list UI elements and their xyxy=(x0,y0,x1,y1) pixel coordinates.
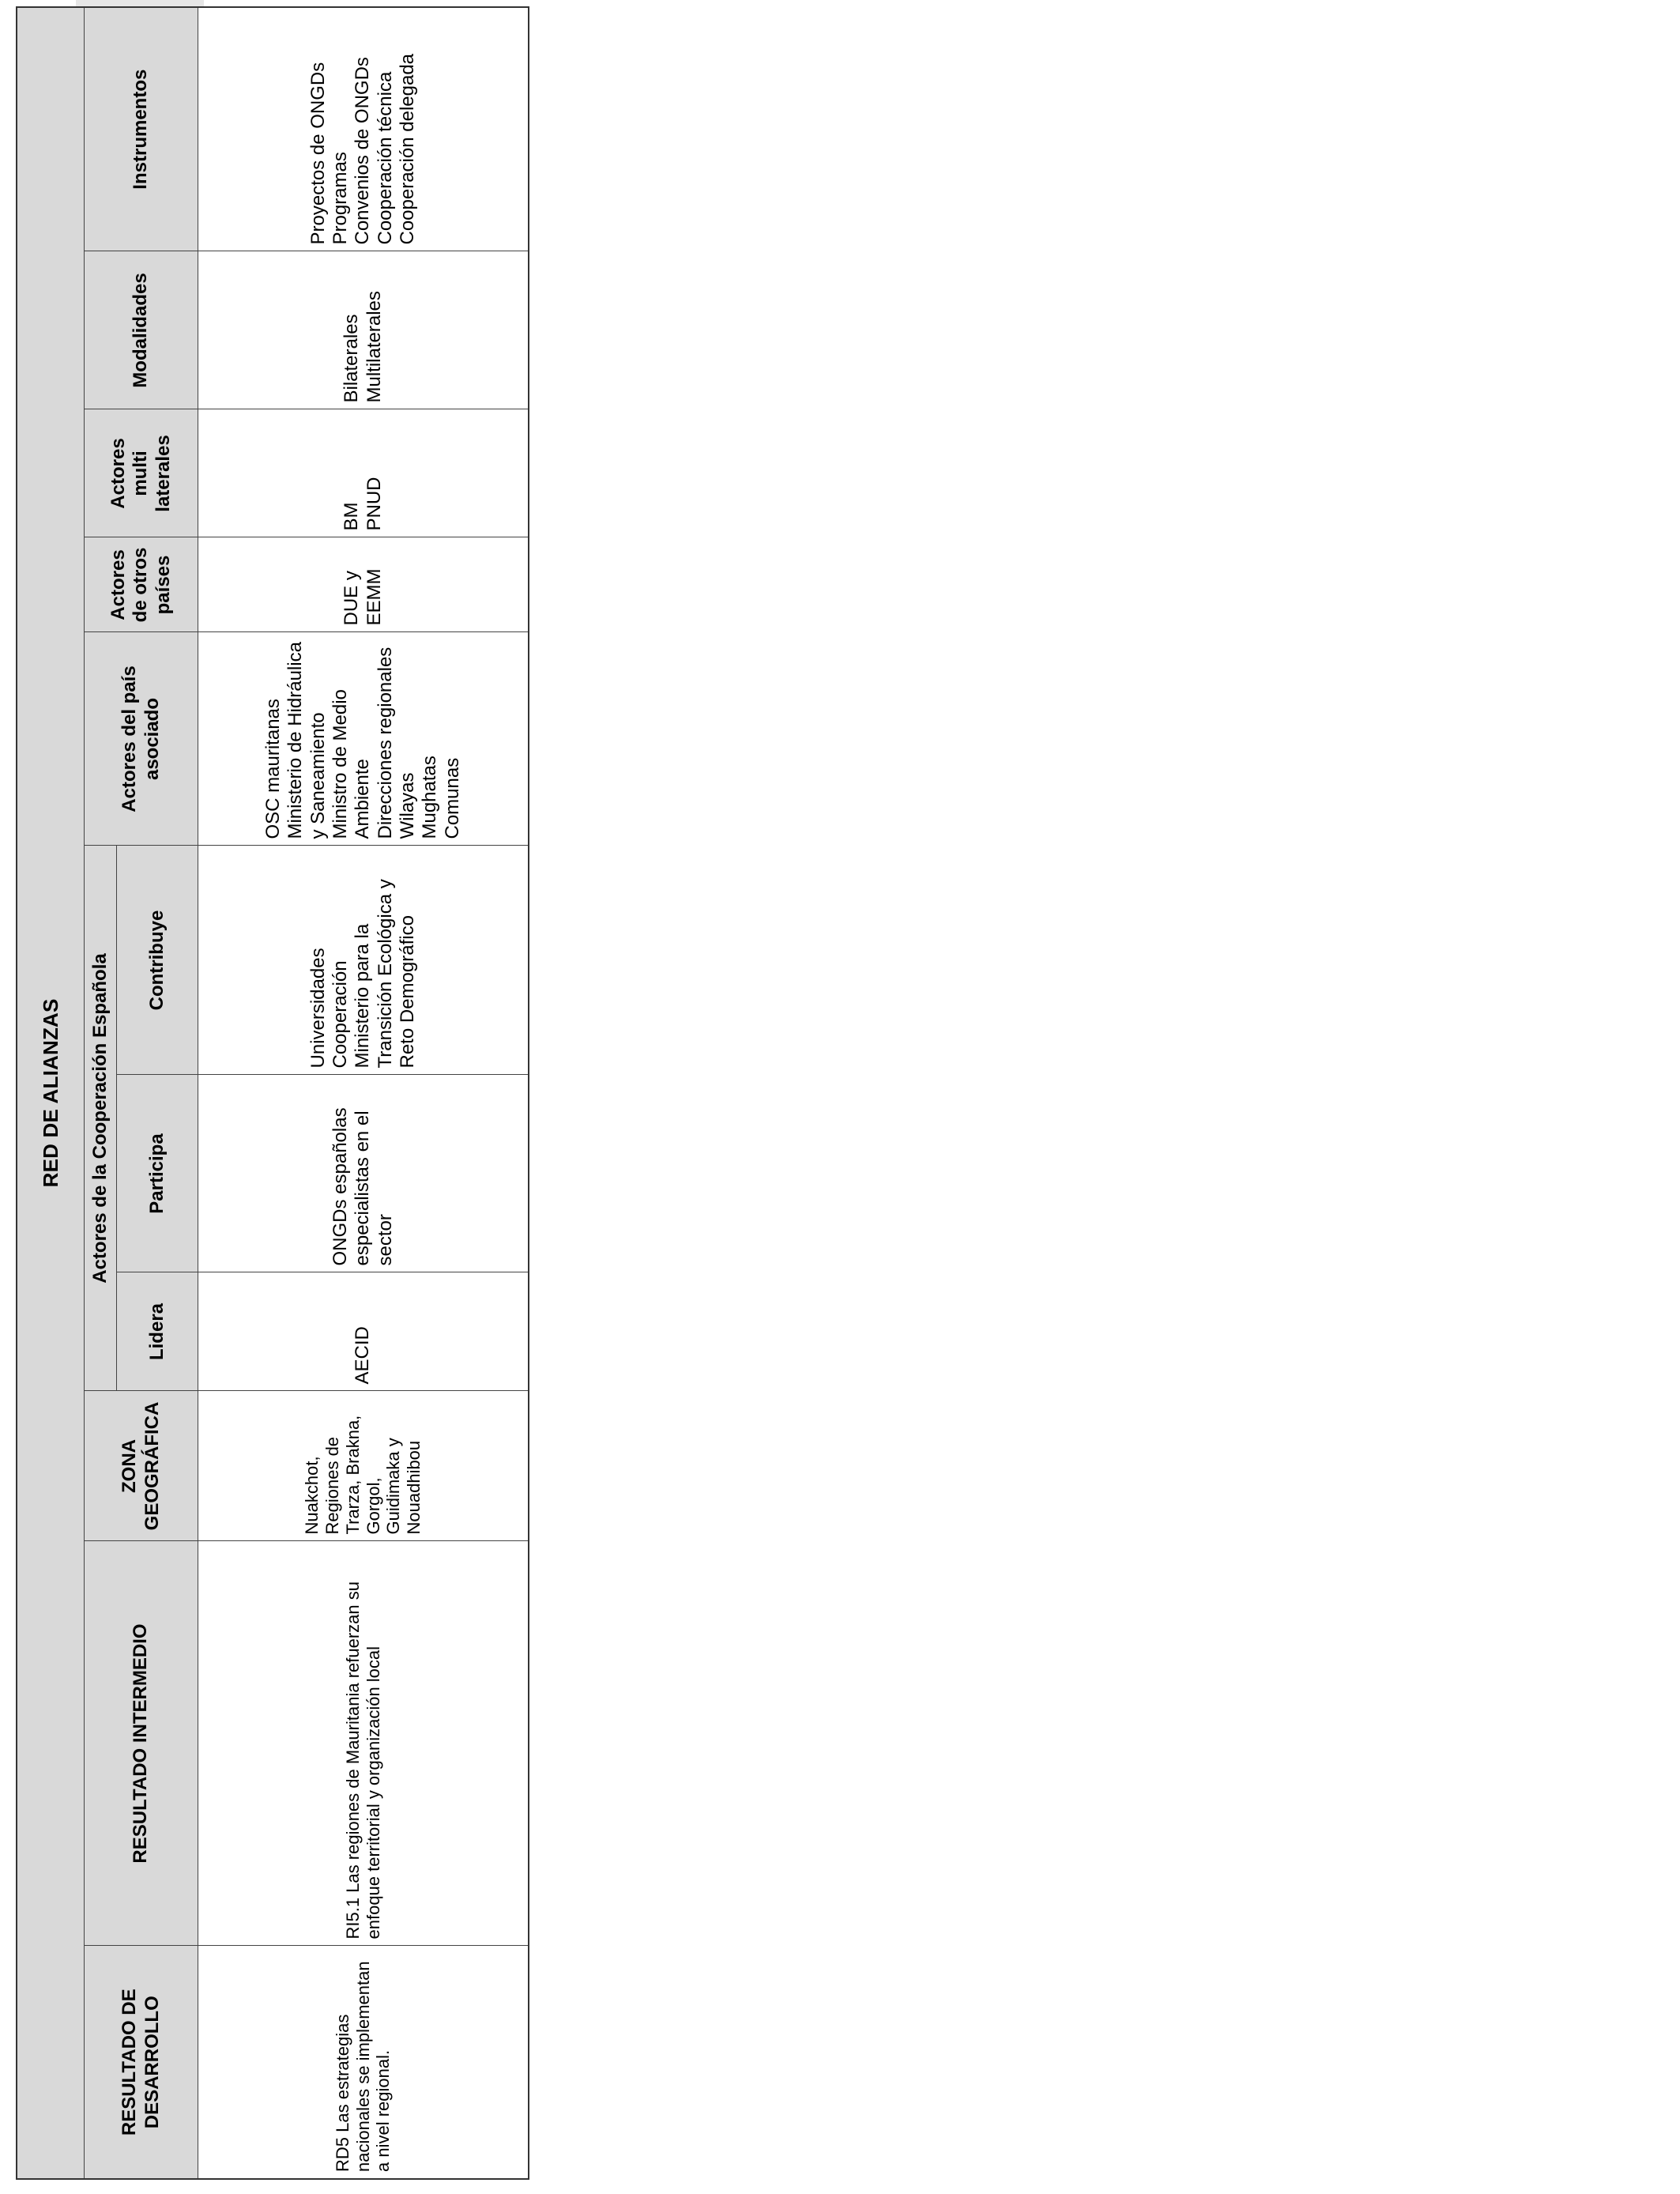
cell-contribuye xyxy=(198,846,529,1075)
list-item: Ministerio de Hidráulica y Saneamiento xyxy=(284,642,329,839)
alliances-table xyxy=(16,6,529,2180)
header-actores-otros-paises: Actores de otros países xyxy=(85,537,198,632)
header-row-group xyxy=(85,7,117,2179)
list-item: Programas xyxy=(330,152,352,245)
header-actores-cooperacion: Actores de la Cooperación Española xyxy=(85,846,117,1391)
list-item: Cooperación delegada xyxy=(396,53,418,245)
list-item: Proyectos de ONGDs xyxy=(307,62,329,245)
list-item: Ministro de Medio Ambiente xyxy=(330,689,374,839)
list-item: Wilayas xyxy=(396,772,418,839)
cell-actores-pais-asociado xyxy=(198,632,529,846)
title-row xyxy=(17,7,85,2179)
cell-actores-otros-paises: DUE y EEMM xyxy=(198,537,529,632)
table-row xyxy=(198,7,529,2179)
header-instrumentos: Instrumentos xyxy=(85,7,198,251)
cell-modalidades xyxy=(198,251,529,409)
list-item: Bilaterales xyxy=(341,314,363,403)
header-modalidades: Modalidades xyxy=(85,251,198,409)
cell-participa: ONGDs españolas especialistas en el sector xyxy=(198,1075,529,1272)
list-item: Convenios de ONGDs xyxy=(352,57,374,245)
header-actores-multilaterales: Actores multi laterales xyxy=(85,409,198,537)
cell-actores-multilaterales xyxy=(198,409,529,537)
list-item: PNUD xyxy=(363,477,385,531)
header-contribuye: Contribuye xyxy=(117,846,198,1075)
list-item: BM xyxy=(341,502,363,531)
list-item: Universidades xyxy=(307,948,329,1069)
list-item: Cooperación xyxy=(330,960,352,1069)
header-participa: Participa xyxy=(117,1075,198,1272)
cell-zona-geografica: Nuakchot, Regiones de Trarza, Brakna, Gorgol, Guidimaka y Nouadhibou xyxy=(198,1391,529,1541)
cell-lidera: AECID xyxy=(198,1272,529,1391)
list-item: Multilaterales xyxy=(363,291,385,403)
list-item: OSC mauritanas xyxy=(262,699,284,839)
header-lidera: Lidera xyxy=(117,1272,198,1391)
list-item: Direcciones regionales xyxy=(374,647,396,839)
rotated-table-container xyxy=(16,8,529,2180)
list-item: Ministerio para la Transición Ecológica y Reto Demográfico xyxy=(352,879,418,1069)
header-resultado-intermedio: RESULTADO INTERMEDIO xyxy=(85,1541,198,1946)
cell-resultado-intermedio: RI5.1 Las regiones de Mauritania refuerzan su enfoque territorial y organización local xyxy=(198,1541,529,1946)
cell-resultado-desarrollo: RD5 Las estrategias nacionales se implementan a nivel regional. xyxy=(198,1946,529,2179)
header-actores-pais-asociado: Actores del país asociado xyxy=(85,632,198,846)
header-resultado-desarrollo: RESULTADO DE DESARROLLO xyxy=(85,1946,198,2179)
header-zona-geografica: ZONA GEOGRÁFICA xyxy=(85,1391,198,1541)
cell-instrumentos xyxy=(198,7,529,251)
list-item: Comunas xyxy=(441,757,463,839)
list-item: Mughatas xyxy=(419,756,441,839)
list-item: Cooperación técnica xyxy=(374,71,396,245)
table-title: RED DE ALIANZAS xyxy=(17,7,85,2179)
